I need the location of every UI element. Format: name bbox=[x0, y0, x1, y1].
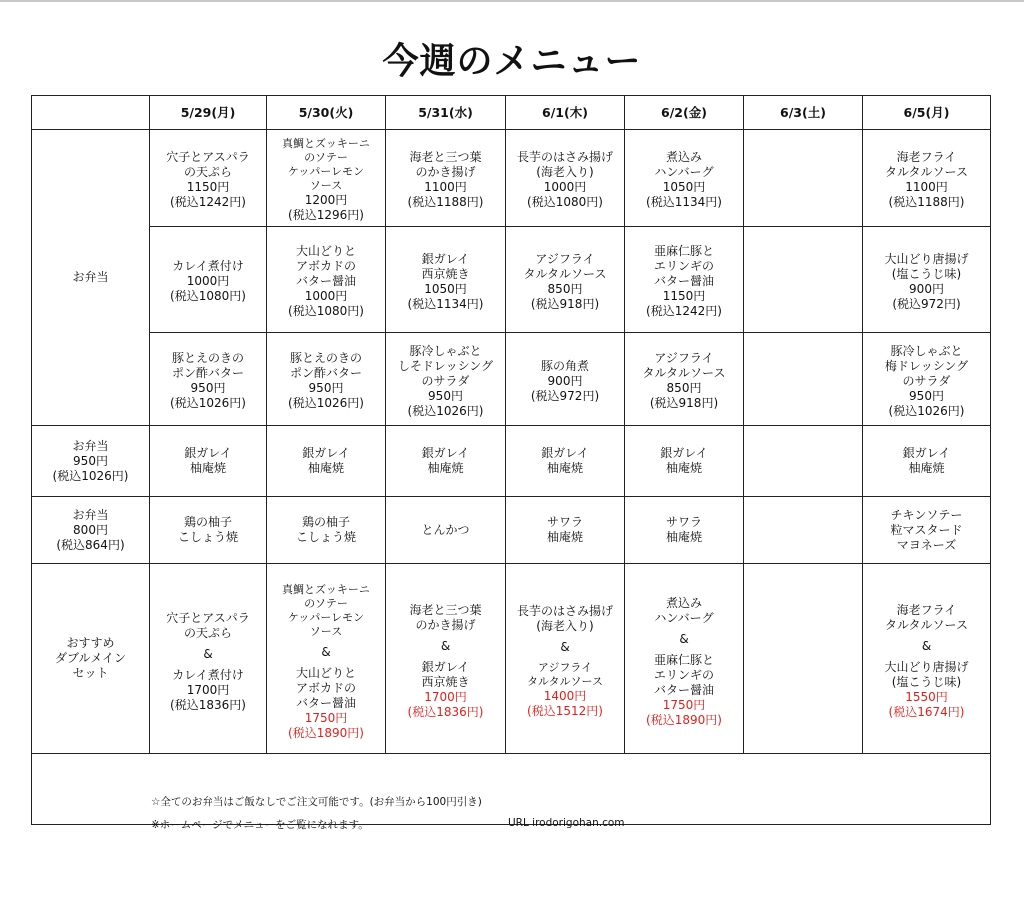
menu-item bbox=[627, 345, 741, 413]
menu-cell bbox=[863, 333, 991, 426]
price-with-tax: (税込1080円) bbox=[527, 195, 603, 209]
menu-item bbox=[152, 345, 264, 413]
price bbox=[650, 381, 718, 411]
price-with-tax: (税込1188円) bbox=[888, 195, 965, 209]
menu-cell bbox=[386, 333, 506, 426]
price-value: 1100円 bbox=[905, 180, 948, 194]
menu-cell bbox=[150, 426, 267, 497]
price-with-tax: (税込1026円) bbox=[170, 396, 246, 410]
price-value: 1100円 bbox=[424, 180, 467, 194]
price bbox=[408, 180, 484, 210]
dish-name: 銀ガレイ 西京焼き bbox=[421, 251, 470, 281]
menu-cell bbox=[506, 564, 625, 754]
price bbox=[646, 698, 722, 728]
dish-name-b: 大山どりと アボカドの バター醤油 bbox=[295, 665, 356, 710]
empty-cell bbox=[744, 426, 863, 497]
menu-item bbox=[269, 131, 383, 225]
price-value: 1750円 bbox=[304, 710, 348, 725]
set-item bbox=[627, 584, 741, 734]
menu-cell bbox=[506, 130, 625, 227]
price bbox=[531, 282, 599, 312]
note-no-rice: ☆全てのお弁当はご飯なしでご注文可能です。(お弁当から100円引き) bbox=[151, 796, 482, 808]
price-value: 1400円 bbox=[543, 689, 587, 703]
empty-cell bbox=[744, 130, 863, 227]
menu-item bbox=[627, 144, 741, 212]
price bbox=[889, 180, 965, 210]
dish-name: 海老と三つ葉 のかき揚げ bbox=[409, 150, 482, 179]
bento-row bbox=[32, 227, 991, 333]
price-with-tax: (税込1890円) bbox=[646, 712, 722, 727]
price-value: 1750円 bbox=[662, 697, 706, 712]
dish-name: 亜麻仁豚と エリンギの バター醤油 bbox=[653, 244, 714, 288]
dish-name-b: カレイ煮付け bbox=[172, 667, 244, 682]
price-value: 950円 bbox=[308, 381, 344, 395]
price bbox=[288, 711, 364, 741]
menu-cell bbox=[863, 564, 991, 754]
dish-name-b: アジフライ タルタルソース bbox=[526, 661, 603, 688]
price-value: 1000円 bbox=[186, 274, 230, 288]
row-label-bento950: お弁当 950円 (税込1026円) bbox=[32, 426, 150, 497]
menu-cell bbox=[267, 497, 386, 564]
menu-cell bbox=[267, 426, 386, 497]
menu-cell bbox=[863, 426, 991, 497]
price-with-tax: (税込918円) bbox=[649, 396, 719, 410]
price-with-tax: (税込918円) bbox=[530, 296, 600, 311]
ampersand: & bbox=[921, 639, 932, 653]
ampersand: & bbox=[679, 631, 689, 646]
empty-cell bbox=[744, 333, 863, 426]
price-with-tax: (税込1242円) bbox=[646, 304, 722, 318]
dish-name: とんかつ bbox=[421, 522, 470, 537]
price bbox=[170, 683, 246, 713]
dish-name-a: 真鯛とズッキーニ のソテー ケッパーレモン ソース bbox=[282, 582, 370, 638]
double-main-set-row bbox=[32, 564, 991, 754]
price-with-tax: (税込1242円) bbox=[170, 195, 246, 209]
price-value: 1550円 bbox=[905, 690, 948, 704]
ampersand: & bbox=[560, 640, 570, 654]
price-value: 1150円 bbox=[186, 180, 230, 194]
menu-cell bbox=[863, 130, 991, 227]
menu-cell bbox=[267, 333, 386, 426]
bento-row bbox=[32, 333, 991, 426]
dish-name: サワラ 柚庵焼 bbox=[546, 515, 583, 544]
day-header: 6/2(金) bbox=[625, 96, 744, 130]
menu-table bbox=[31, 95, 991, 825]
price-value: 1700円 bbox=[424, 690, 467, 704]
price bbox=[646, 289, 722, 319]
dish-name-a: 海老と三つ葉 のかき揚げ bbox=[409, 603, 482, 632]
price-value: 1700円 bbox=[186, 682, 230, 697]
dish-name: 真鯛とズッキーニ のソテー ケッパーレモン ソース bbox=[282, 137, 370, 192]
dish-name: 銀ガレイ 柚庵焼 bbox=[421, 446, 470, 475]
dish-name: 大山どり唐揚げ (塩こうじ味) bbox=[884, 251, 969, 281]
row-label-bento: お弁当 bbox=[32, 130, 150, 426]
dish-name: チキンソテー 粒マスタード マヨネーズ bbox=[890, 507, 963, 552]
dish-name: 大山どりと アボカドの バター醤油 bbox=[295, 244, 356, 288]
dish-name-a: 煮込み ハンバーグ bbox=[654, 595, 714, 625]
dish-name: 鶏の柚子 こしょう焼 bbox=[295, 515, 356, 544]
set-item bbox=[388, 591, 503, 726]
notes-row bbox=[32, 754, 991, 825]
price-value: 1000円 bbox=[543, 180, 587, 194]
dish-name: 豚とえのきの ポン酢バター bbox=[289, 351, 362, 380]
dish-name: 穴子とアスパラ の天ぷら bbox=[166, 150, 250, 179]
menu-cell bbox=[267, 564, 386, 754]
menu-cell bbox=[506, 497, 625, 564]
website-url[interactable]: URL irodorigohan.com bbox=[508, 817, 625, 829]
set-item bbox=[508, 592, 622, 725]
menu-item bbox=[269, 238, 383, 321]
day-header: 5/31(水) bbox=[386, 96, 506, 130]
price bbox=[408, 389, 484, 419]
menu-cell bbox=[150, 564, 267, 754]
menu-item bbox=[508, 144, 622, 212]
price bbox=[170, 180, 246, 210]
day-header: 5/29(月) bbox=[150, 96, 267, 130]
top-border-line bbox=[0, 0, 1024, 2]
price-with-tax: (税込972円) bbox=[530, 388, 600, 403]
price-with-tax: (税込1080円) bbox=[170, 289, 246, 303]
dish-name-b: 大山どり唐揚げ (塩こうじ味) bbox=[884, 660, 969, 689]
ampersand: & bbox=[203, 646, 213, 661]
menu-cell bbox=[386, 564, 506, 754]
price bbox=[527, 180, 603, 210]
dish-name: 銀ガレイ 柚庵焼 bbox=[302, 446, 350, 475]
price-value: 850円 bbox=[666, 381, 702, 395]
price-value: 1200円 bbox=[304, 193, 348, 207]
menu-item bbox=[865, 144, 988, 212]
price-value: 950円 bbox=[428, 388, 463, 403]
dish-name-a: 穴子とアスパラ の天ぷら bbox=[166, 610, 250, 640]
price bbox=[889, 690, 965, 720]
menu-item bbox=[152, 253, 264, 306]
price bbox=[408, 690, 484, 720]
menu-cell bbox=[625, 497, 744, 564]
price bbox=[288, 289, 364, 319]
price-value: 1000円 bbox=[304, 289, 348, 303]
ampersand: & bbox=[440, 639, 451, 653]
dish-name-a: 海老フライ タルタルソース bbox=[885, 603, 968, 632]
dish-name: 煮込み ハンバーグ bbox=[654, 150, 714, 179]
set-item bbox=[269, 571, 383, 747]
price-value: 850円 bbox=[547, 281, 583, 296]
price bbox=[527, 689, 603, 719]
price-with-tax: (税込1296円) bbox=[288, 208, 364, 222]
row-label-set: おすすめ ダブルメイン セット bbox=[32, 564, 150, 754]
menu-item bbox=[269, 345, 383, 413]
dish-name: アジフライ タルタルソース bbox=[642, 351, 726, 380]
day-header: 6/5(月) bbox=[863, 96, 991, 130]
menu-cell bbox=[506, 333, 625, 426]
menu-item bbox=[388, 144, 503, 212]
menu-item bbox=[508, 246, 622, 314]
price-value: 900円 bbox=[547, 373, 583, 388]
menu-cell bbox=[386, 130, 506, 227]
menu-cell bbox=[150, 333, 267, 426]
price-with-tax: (税込1026円) bbox=[888, 403, 965, 418]
dish-name: 海老フライ タルタルソース bbox=[885, 150, 968, 179]
menu-cell bbox=[386, 426, 506, 497]
dish-name: サワラ 柚庵焼 bbox=[665, 515, 702, 544]
price-with-tax: (税込1134円) bbox=[646, 195, 722, 209]
menu-cell bbox=[625, 426, 744, 497]
price-with-tax: (税込1836円) bbox=[407, 705, 484, 719]
dish-name: 鶏の柚子 こしょう焼 bbox=[177, 515, 238, 544]
dish-name: 豚冷しゃぶと しそドレッシング のサラダ bbox=[397, 343, 494, 388]
price-with-tax: (税込1512円) bbox=[527, 704, 603, 718]
price-with-tax: (税込1026円) bbox=[407, 403, 484, 418]
menu-cell bbox=[267, 227, 386, 333]
dish-name: 銀ガレイ 柚庵焼 bbox=[660, 446, 708, 475]
dish-name: 銀ガレイ 柚庵焼 bbox=[902, 446, 951, 475]
menu-cell bbox=[625, 333, 744, 426]
dish-name: 豚冷しゃぶと 梅ドレッシング のサラダ bbox=[884, 343, 969, 388]
empty-cell bbox=[744, 564, 863, 754]
dish-name: アジフライ タルタルソース bbox=[523, 251, 607, 281]
menu-cell bbox=[267, 130, 386, 227]
price bbox=[170, 381, 246, 411]
price-with-tax: (税込1188円) bbox=[407, 195, 484, 209]
price-value: 950円 bbox=[909, 388, 944, 403]
price bbox=[892, 282, 960, 312]
price bbox=[889, 389, 965, 419]
dish-name-b: 銀ガレイ 西京焼き bbox=[421, 660, 470, 689]
price-with-tax: (税込1134円) bbox=[407, 296, 484, 311]
dish-name: 銀ガレイ 柚庵焼 bbox=[184, 446, 232, 475]
page-title: 今週のメニュー bbox=[382, 41, 642, 82]
menu-cell bbox=[863, 227, 991, 333]
price-value: 1050円 bbox=[424, 281, 467, 296]
bento-row bbox=[32, 130, 991, 227]
menu-cell bbox=[625, 130, 744, 227]
dish-name: 長芋のはさみ揚げ (海老入り) bbox=[516, 150, 613, 179]
day-header: 6/3(土) bbox=[744, 96, 863, 130]
menu-cell bbox=[150, 227, 267, 333]
menu-cell bbox=[386, 497, 506, 564]
menu-item bbox=[388, 338, 503, 421]
dish-name: 銀ガレイ 柚庵焼 bbox=[541, 446, 589, 475]
menu-cell bbox=[150, 130, 267, 227]
dish-name-a: 長芋のはさみ揚げ (海老入り) bbox=[516, 604, 613, 633]
price bbox=[646, 180, 722, 210]
price-value: 1050円 bbox=[662, 180, 706, 194]
price-with-tax: (税込972円) bbox=[892, 296, 961, 311]
bento800-row bbox=[32, 497, 991, 564]
price bbox=[531, 374, 599, 404]
menu-item bbox=[865, 338, 988, 421]
price-value: 1150円 bbox=[662, 289, 706, 303]
menu-cell bbox=[863, 497, 991, 564]
dish-name: 豚とえのきの ポン酢バター bbox=[171, 351, 244, 380]
empty-cell bbox=[744, 497, 863, 564]
menu-item bbox=[388, 246, 503, 314]
price bbox=[170, 274, 246, 304]
price-with-tax: (税込1836円) bbox=[170, 697, 246, 712]
menu-item bbox=[865, 246, 988, 314]
menu-item bbox=[152, 144, 264, 212]
price bbox=[288, 381, 364, 411]
dish-name: 豚の角煮 bbox=[540, 358, 589, 373]
price-value: 950円 bbox=[190, 381, 226, 395]
price bbox=[408, 282, 484, 312]
dish-name-b: 亜麻仁豚と エリンギの バター醤油 bbox=[653, 652, 714, 697]
price-value: 900円 bbox=[909, 281, 944, 296]
menu-cell bbox=[506, 426, 625, 497]
notes-cell bbox=[32, 754, 991, 825]
set-item bbox=[865, 591, 988, 726]
empty-cell bbox=[744, 227, 863, 333]
bento950-row bbox=[32, 426, 991, 497]
day-header: 5/30(火) bbox=[267, 96, 386, 130]
set-item bbox=[152, 599, 264, 719]
menu-cell bbox=[506, 227, 625, 333]
note-homepage: ※ホームページでメニューをご覧になれます。 bbox=[151, 819, 369, 831]
price-with-tax: (税込1080円) bbox=[288, 304, 364, 318]
price-with-tax: (税込1890円) bbox=[288, 725, 364, 740]
price-with-tax: (税込1674円) bbox=[888, 705, 965, 719]
menu-item bbox=[627, 238, 741, 321]
header-row bbox=[32, 96, 991, 130]
row-label-bento800: お弁当 800円 (税込864円) bbox=[32, 497, 150, 564]
menu-cell bbox=[386, 227, 506, 333]
menu-cell bbox=[625, 227, 744, 333]
ampersand: & bbox=[321, 644, 331, 659]
menu-cell bbox=[150, 497, 267, 564]
corner-cell bbox=[32, 96, 150, 130]
menu-cell bbox=[625, 564, 744, 754]
menu-item bbox=[508, 353, 622, 406]
price-with-tax: (税込1026円) bbox=[288, 396, 364, 410]
day-header: 6/1(木) bbox=[506, 96, 625, 130]
dish-name: カレイ煮付け bbox=[172, 259, 244, 273]
price bbox=[288, 193, 364, 223]
